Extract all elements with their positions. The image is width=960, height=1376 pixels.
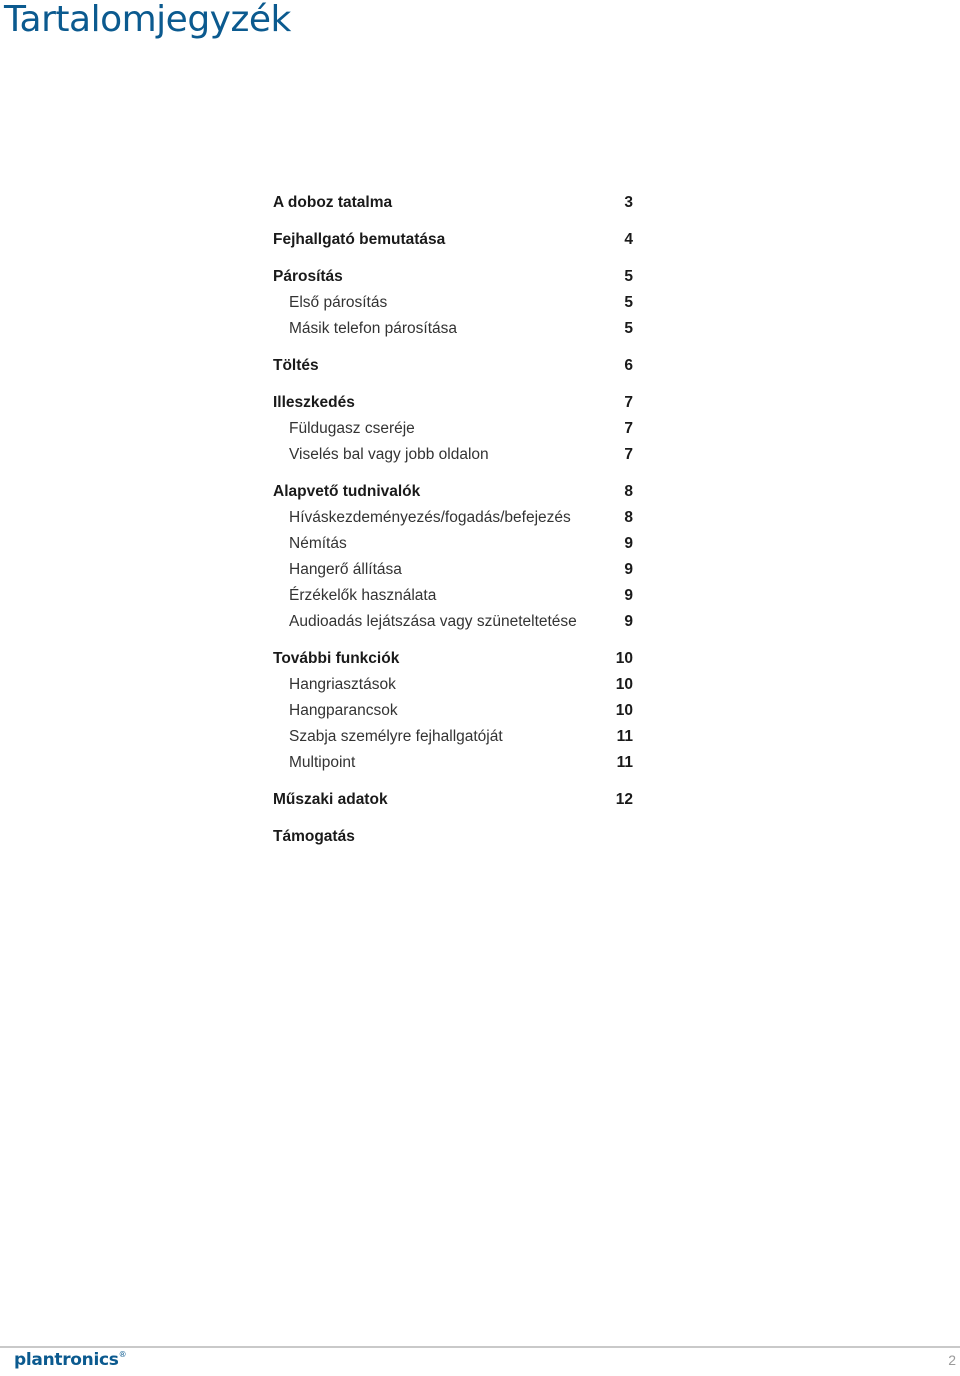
toc-entry-label: További funkciók (273, 650, 400, 667)
toc-entry-page: 4 (624, 231, 633, 248)
toc-entry-label: Fejhallgató bemutatása (273, 231, 446, 248)
toc-entry-page: 8 (624, 483, 633, 500)
footer-divider (0, 1346, 960, 1348)
toc-entry-page: 10 (615, 650, 633, 667)
brand-name: plantronics (14, 1350, 119, 1370)
toc-entry-label: Hangerő állítása (289, 561, 402, 578)
toc-entry-label: Párosítás (273, 268, 343, 285)
toc-section-entry[interactable] (273, 264, 633, 290)
toc-entry-label: Füldugasz cseréje (289, 420, 415, 437)
toc-entry-page: 10 (615, 702, 633, 719)
toc-subsection-entry[interactable] (273, 609, 633, 635)
toc-subsection-entry[interactable] (273, 442, 633, 468)
toc-subsection-entry[interactable] (273, 531, 633, 557)
toc-section-entry[interactable] (273, 390, 633, 416)
toc-entry-page: 7 (624, 446, 633, 463)
toc-entry-label: A doboz tatalma (273, 194, 393, 211)
toc-entry-page: 11 (616, 728, 633, 745)
toc-entry-page: 9 (624, 535, 633, 552)
toc-subsection-entry[interactable] (273, 505, 633, 531)
toc-entry-page: 12 (615, 791, 633, 808)
toc-entry-label: Műszaki adatok (273, 791, 388, 808)
toc-section-entry[interactable] (273, 227, 633, 253)
toc-subsection-entry[interactable] (273, 698, 633, 724)
toc-subsection-entry[interactable] (273, 724, 633, 750)
toc-entry-label: Alapvető tudnivalók (273, 483, 421, 500)
toc-subsection-entry[interactable] (273, 416, 633, 442)
page-title: Tartalomjegyzék (4, 0, 291, 40)
toc-entry-page: 7 (624, 420, 633, 437)
toc-section-entry[interactable] (273, 479, 633, 505)
toc-entry-page: 9 (624, 613, 633, 630)
toc-entry-page: 5 (624, 268, 633, 285)
registered-mark: ® (118, 1350, 127, 1359)
toc-section-entry[interactable] (273, 824, 633, 850)
toc-section-entry[interactable] (273, 190, 633, 216)
toc-entry-label: Híváskezdeményezés/fogadás/befejezés (289, 509, 571, 526)
toc-subsection-entry[interactable] (273, 583, 633, 609)
page-number: 2 (948, 1352, 956, 1368)
toc-entry-page: 5 (624, 294, 633, 311)
toc-entry-label: Némítás (289, 535, 347, 552)
toc-entry-label: Érzékelők használata (289, 587, 437, 604)
toc-entry-label: Hangriasztások (289, 676, 396, 693)
toc-subsection-entry[interactable] (273, 672, 633, 698)
toc-section-entry[interactable] (273, 353, 633, 379)
toc-subsection-entry[interactable] (273, 557, 633, 583)
toc-entry-page: 6 (624, 357, 633, 374)
plantronics-logo (14, 1350, 126, 1370)
table-of-contents (273, 190, 633, 850)
toc-entry-label: Illeszkedés (273, 394, 355, 411)
toc-entry-label: Multipoint (289, 754, 356, 771)
toc-entry-label: Másik telefon párosítása (289, 320, 458, 337)
toc-entry-page: 9 (624, 561, 633, 578)
toc-entry-label: Támogatás (273, 828, 355, 845)
toc-entry-label: Töltés (273, 357, 319, 374)
toc-subsection-entry[interactable] (273, 750, 633, 776)
toc-entry-label: Audioadás lejátszása vagy szüneteltetése (289, 613, 577, 630)
toc-entry-label: Viselés bal vagy jobb oldalon (289, 446, 489, 463)
toc-entry-page: 5 (624, 320, 633, 337)
toc-entry-page: 11 (616, 754, 633, 771)
toc-subsection-entry[interactable] (273, 290, 633, 316)
toc-section-entry[interactable] (273, 787, 633, 813)
toc-entry-page: 7 (624, 394, 633, 411)
toc-entry-page: 3 (624, 194, 633, 211)
toc-entry-page: 9 (624, 587, 633, 604)
toc-subsection-entry[interactable] (273, 316, 633, 342)
toc-section-entry[interactable] (273, 646, 633, 672)
toc-entry-page: 10 (615, 676, 633, 693)
toc-entry-page: 8 (624, 509, 633, 526)
toc-entry-label: Hangparancsok (289, 702, 398, 719)
toc-entry-label: Szabja személyre fejhallgatóját (289, 728, 503, 745)
toc-entry-label: Első párosítás (289, 294, 388, 311)
